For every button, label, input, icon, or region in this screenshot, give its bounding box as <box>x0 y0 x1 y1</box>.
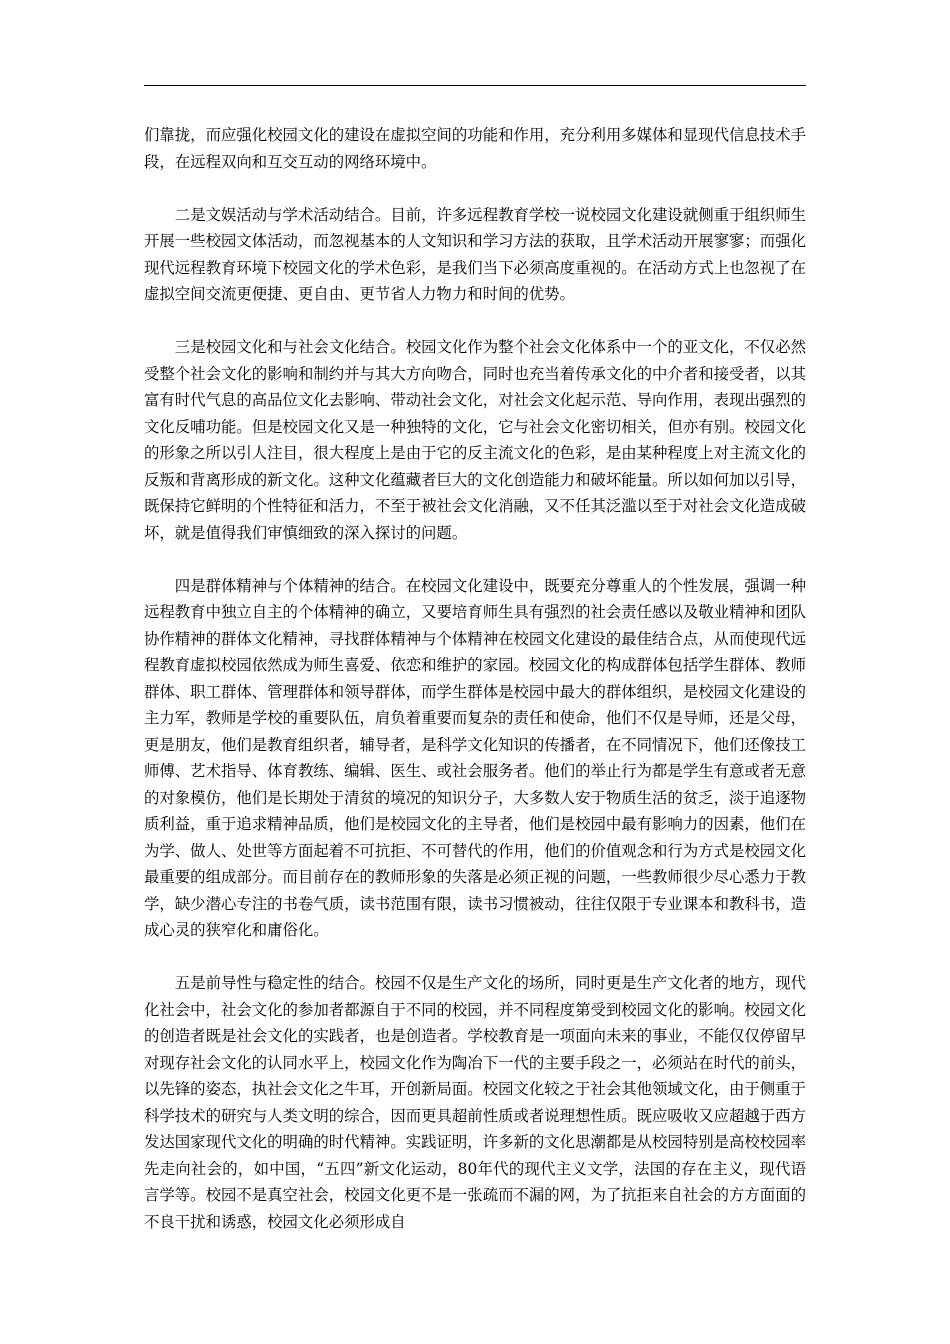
paragraph-4: 四是群体精神与个体精神的结合。在校园文化建设中，既要充分尊重人的个性发展，强调一种远程教育中独立自主的个体精神的确立，又要培育师生具有强烈的社会责任感以及敬业精神和团队协作精神的群体文化精神，寻找群体精神与个体精神在校园文化建设的最佳结合点，从而使现代远程教育虚拟校园依然成为师生喜爱、依恋和维护的家园。校园文化的构成群体包括学生群体、教师群体、职工群体、管理群体和领导群体，而学生群体是校园中最大的群体组织，是校园文化建设的主力军，教师是学校的重要队伍，肩负着重要而复杂的责任和使命，他们不仅是导师，还是父母，更是朋友，他们是教育组织者，辅导者，是科学文化知识的传播者，在不同情况下，他们还像技工师傅、艺术指导、体育教练、编辑、医生、或社会服务者。他们的举止行为都是学生有意或者无意的对象模仿，他们是长期处于清贫的境况的知识分子，大多数人安于物质生活的贫乏，淡于追逐物质利益，重于追求精神品质，他们是校园文化的主导者，他们是校园中最有影响力的因素，他们在为学、做人、处世等方面起着不可抗拒、不可替代的作用，他们的价值观念和行为方式是校园文化最重要的组成部分。而目前存在的教师形象的失落是必须正视的问题，一些教师很少尽心悉力于教学，缺少潜心专注的书卷气质，读书范围有限，读书习惯被动，往往仅限于专业课本和教科书，造成心灵的狭窄化和庸俗化。 <box>144 576 806 939</box>
paragraph-continuation: 们靠拢，而应强化校园文化的建设在虚拟空间的功能和作用，充分利用多媒体和显现代信息技术手段，在远程双向和互交互动的网络环境中。 <box>144 126 806 171</box>
paragraph-2: 二是文娱活动与学术活动结合。目前，许多远程教育学校一说校园文化建设就侧重于组织师生开展一些校园文体活动，而忽视基本的人文知识和学习方法的获取，且学术活动开展寥寥；而强化现代远程教育环境下校园文化的学术色彩，是我们当下必须高度重视的。在活动方式上也忽视了在虚拟空间交流更便捷、更自由、更节省人力物力和时间的优势。 <box>144 205 806 303</box>
body-text <box>144 122 806 1235</box>
header-rule <box>144 85 806 86</box>
paragraph-5: 五是前导性与稳定性的结合。校园不仅是生产文化的场所，同时更是生产文化者的地方，现代化社会中，社会文化的参加者都源自于不同的校园，并不同程度第受到校园文化的影响。校园文化的创造者既是社会文化的实践者，也是创造者。学校教育是一项面向未来的事业，不能仅仅停留早对现存社会文化的认同水平上，校园文化作为陶冶下一代的主要手段之一，必须站在时代的前头，以先锋的姿态，执社会文化之牛耳，开创新局面。校园文化较之于社会其他领域文化，由于侧重于科学技术的研究与人类文明的综合，因而更具超前性质或者说理想性质。既应吸收又应超越于西方发达国家现代文化的明确的时代精神。实践证明，许多新的文化思潮都是从校园特别是高校校园率先走向社会的，如中国，“五四”新文化运动，80年代的现代主义文学，法国的存在主义，现代语言学等。校园不是真空社会，校园文化更不是一张疏而不漏的网，为了抗拒来自社会的方方面面的不良干扰和诱惑，校园文化必须形成自 <box>144 974 806 1231</box>
paragraph-3: 三是校园文化和与社会文化结合。校园文化作为整个社会文化体系中一个的亚文化，不仅必然受整个社会文化的影响和制约并与其大方向吻合，同时也充当着传承文化的中介者和接受者，以其富有时代气息的高品位文化去影响、带动社会文化，对社会文化起示范、导向作用，表现出强烈的文化反哺功能。但是校园文化又是一种独特的文化，它与社会文化密切相关，但亦有别。校园文化的形象之所以引人注目，很大程度上是由于它的反主流文化的色彩，是由某种程度上对主流文化的反叛和背离形成的新文化。这种文化蕴藏者巨大的文化创造能力和破坏能量。所以如何加以引导，既保持它鲜明的个性特征和活力，不至于被社会文化消融，又不任其泛滥以至于对社会文化造成破坏，就是值得我们审慎细致的深入探讨的问题。 <box>144 338 806 542</box>
